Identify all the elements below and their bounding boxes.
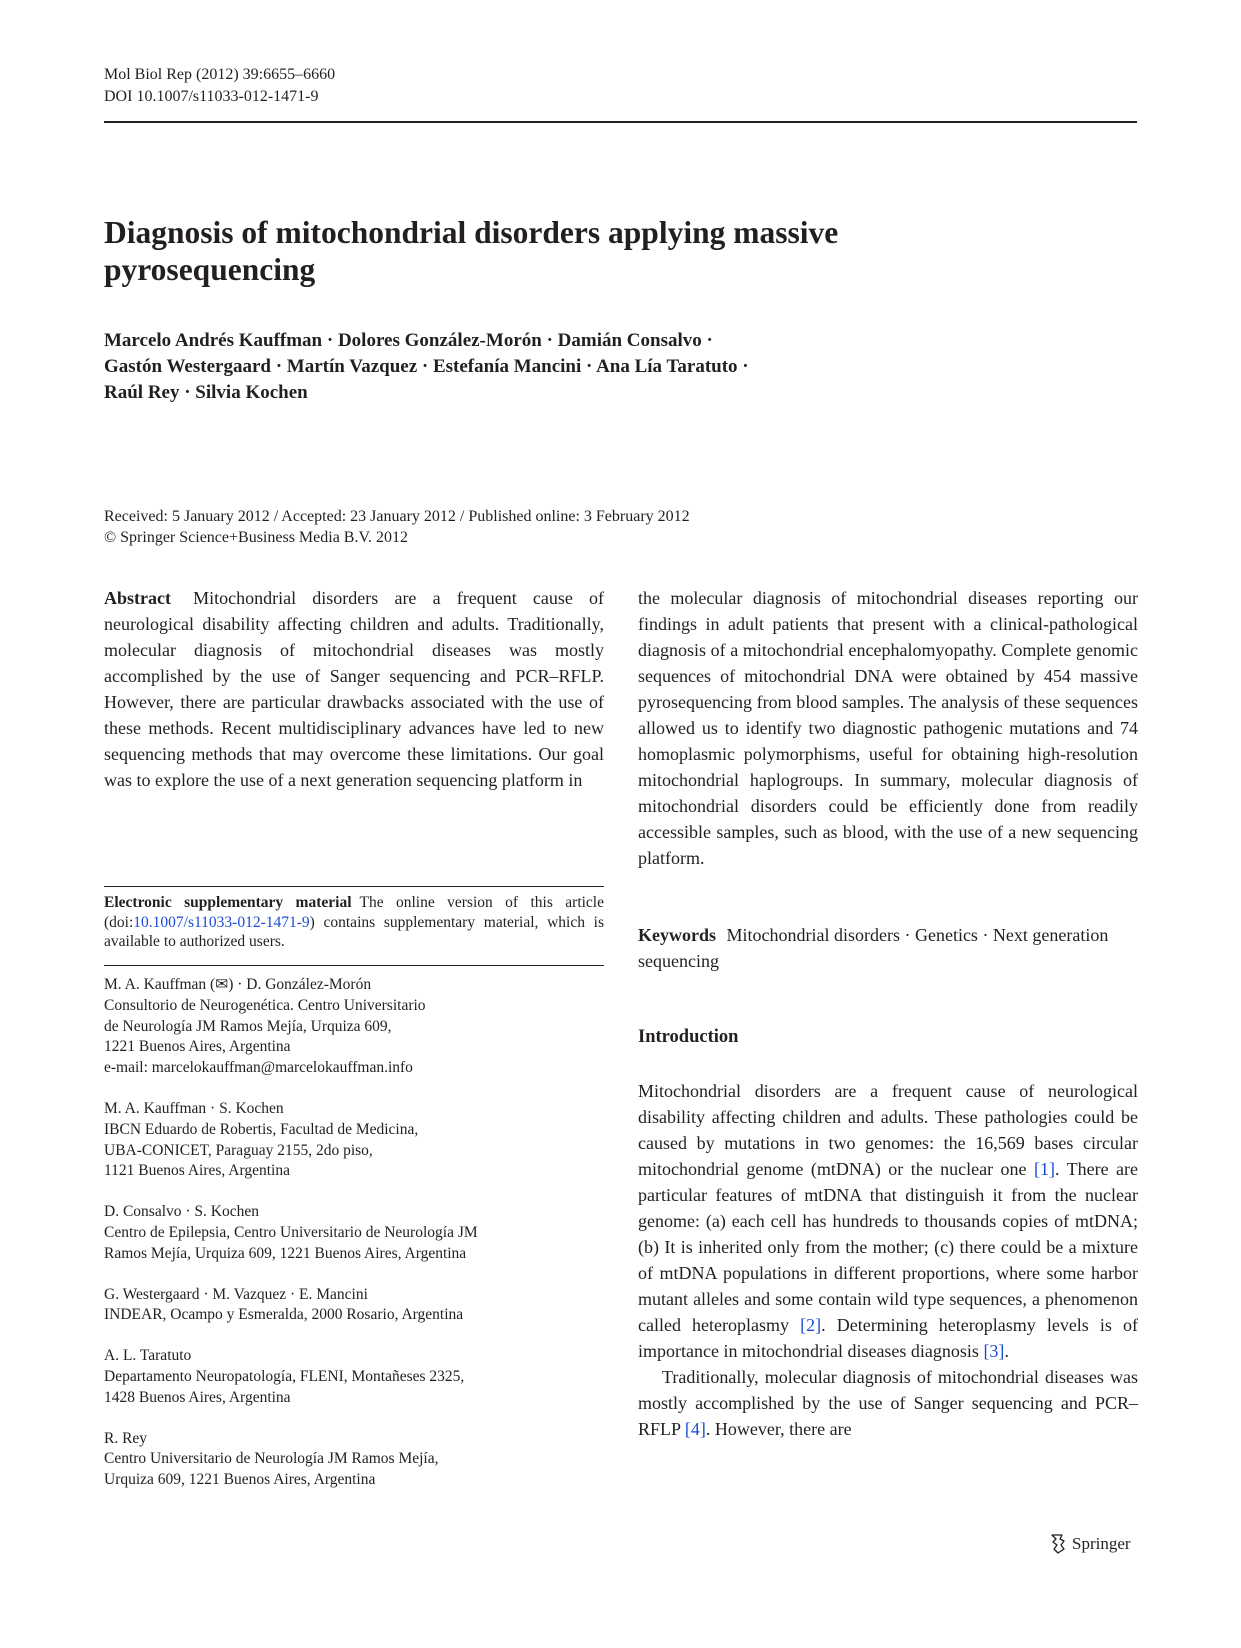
esm-rule-bottom [104,965,604,966]
abstract-right: the molecular diagnosis of mitochondrial diseases reporting our findings in adult patients that present with a clinical-pathological diagnosis of a mitochondrial encephalomyopathy. Complete genomic sequences of mitochondrial DNA were obtained by 454 massive pyrosequencing from blood samples. The analysis of these sequences allowed us to identify two diagnostic pathogenic mutations and 74 homoplasmic polymorphisms, useful for obtaining high-resolution mitochondrial haplogroups. In summary, molecular diagnosis of mitochondrial disorders could be efficiently done from readily accessible samples, such as blood, with the use of a new sequencing platform. [638,588,1138,868]
doi: DOI 10.1007/s11033-012-1471-9 [104,88,319,105]
affiliation-line: Departamento Neuropatología, FLENI, Montañeses 2325, [104,1367,465,1385]
affiliation-line: Urquiza 609, 1221 Buenos Aires, Argentina [104,1471,376,1489]
abstract-left [104,585,604,793]
abstract-label: Abstract [104,588,171,608]
affiliation-line: UBA-CONICET, Paraguay 2155, 2do piso, [104,1141,373,1159]
esm-doi-link[interactable]: 10.1007/s11033-012-1471-9 [133,913,310,931]
citation-link[interactable]: [1] [1033,1159,1055,1179]
affiliation-names: M. A. Kauffman · S. Kochen [104,1099,284,1117]
affiliation-line: IBCN Eduardo de Robertis, Facultad de Medicina, [104,1120,419,1138]
citation-link[interactable]: [2] [800,1315,822,1335]
esm-text-before: The online version of this article (doi: [104,894,604,931]
affiliation-names: R. Rey [104,1429,148,1447]
paper-title: Diagnosis of mitochondrial disorders applying massive pyrosequencing [104,215,839,287]
affiliation-names: A. L. Taratuto [104,1347,192,1365]
publisher-footer [1048,1533,1131,1555]
affiliation [104,1346,604,1408]
journal-info [104,64,335,108]
authors [104,328,1004,406]
citation-link[interactable]: [3] [983,1341,1005,1361]
intro-text: . There are particular features of mtDNA that distinguish it from the nuclear genome: (a) each cell has hundreds to thousands copies of mtDNA; (b) It is inherited only from the mother; (c) there could be a mixture of mtDNA populations in different proportions, where some harbor mutant alleles and some contain wild type sequences, a phenomenon called heteroplasmy [638,1159,1138,1335]
affiliation-line: Centro de Epilepsia, Centro Universitario de Neurología JM [104,1223,478,1241]
affiliation-line: de Neurología JM Ramos Mejía, Urquiza 609, [104,1017,392,1035]
esm-rule-top [104,886,604,887]
copyright: © Springer Science+Business Media B.V. 2012 [104,529,408,546]
affiliation [104,1285,604,1327]
affiliation-names: G. Westergaard · M. Vazquez · E. Mancini [104,1285,368,1303]
publisher-name: Springer [1072,1534,1131,1553]
affiliation-email[interactable]: e-mail: marcelokauffman@marcelokauffman.info [104,1059,413,1077]
affiliations [104,975,604,1511]
intro-text: Traditionally, molecular diagnosis of mitochondrial diseases was mostly accomplished by the use of Sanger sequencing and PCR–RFLP [638,1367,1138,1439]
affiliation [104,1202,604,1264]
affiliation-line: INDEAR, Ocampo y Esmeralda, 2000 Rosario, Argentina [104,1306,464,1324]
citation-link[interactable]: [4] [684,1419,706,1439]
intro-text: Mitochondrial disorders are a frequent cause of neurological disability affecting children and adults. These pathologies could be caused by mutations in two genomes: the 16,569 bases circular mitochondrial genome (mtDNA) or the nuclear one [638,1081,1138,1179]
keywords-text: Mitochondrial disorders · Genetics · Next generation sequencing [638,925,1109,971]
intro-paragraph-1 [638,1078,1138,1364]
section-heading-introduction: Introduction [638,1027,739,1047]
affiliation-line: 1428 Buenos Aires, Argentina [104,1388,291,1406]
keywords-label: Keywords [638,925,716,945]
intro-paragraph-2 [638,1364,1138,1442]
springer-logo-icon [1048,1533,1068,1555]
affiliation [104,1429,604,1491]
intro-text: . However, there are [705,1419,852,1439]
header-rule [104,121,1137,123]
keywords [638,922,1138,974]
introduction-body [638,1078,1138,1442]
authors-line-3: Raúl Rey · Silvia Kochen [104,382,308,403]
authors-line-1: Marcelo Andrés Kauffman · Dolores González-Morón · Damián Consalvo · [104,330,713,351]
received-dates: Received: 5 January 2012 / Accepted: 23 January 2012 / Published online: 3 February 2012 [104,508,690,525]
affiliation-line: Consultorio de Neurogenética. Centro Universitario [104,996,426,1014]
affiliation [104,975,604,1079]
affiliation-line: 1121 Buenos Aires, Argentina [104,1162,290,1180]
dates [104,506,1004,548]
affiliation-line: Centro Universitario de Neurología JM Ramos Mejía, [104,1450,439,1468]
authors-line-2: Gastón Westergaard · Martín Vazquez · Estefanía Mancini · Ana Lía Taratuto · [104,356,749,377]
affiliation-names: M. A. Kauffman (✉) · D. González-Morón [104,976,372,993]
affiliation-line: 1221 Buenos Aires, Argentina [104,1038,291,1056]
affiliation-names: D. Consalvo · S. Kochen [104,1203,259,1221]
esm-label: Electronic supplementary material [104,894,352,911]
intro-text: . [1004,1341,1009,1361]
esm-text-after: ) contains supplementary material, which is available to authorized users. [104,913,604,950]
affiliation-line: Ramos Mejía, Urquiza 609, 1221 Buenos Aires, Argentina [104,1244,467,1262]
intro-text: . Determining heteroplasmy levels is of importance in mitochondrial diseases diagnosis [638,1315,1138,1361]
abstract-text-left: Mitochondrial disorders are a frequent cause of neurological disability affecting children and adults. Traditionally, molecular diagnosis of mitochondrial diseases was mostly accomplished by the use of Sanger sequencing and PCR–RFLP. However, there are particular drawbacks associated with the use of these methods. Recent multidisciplinary advances have led to new sequencing methods that may overcome these limitations. Our goal was to explore the use of a next generation sequencing platform in [104,588,605,790]
esm-note [104,893,604,952]
journal-citation: Mol Biol Rep (2012) 39:6655–6660 [104,66,336,83]
affiliation [104,1099,604,1182]
